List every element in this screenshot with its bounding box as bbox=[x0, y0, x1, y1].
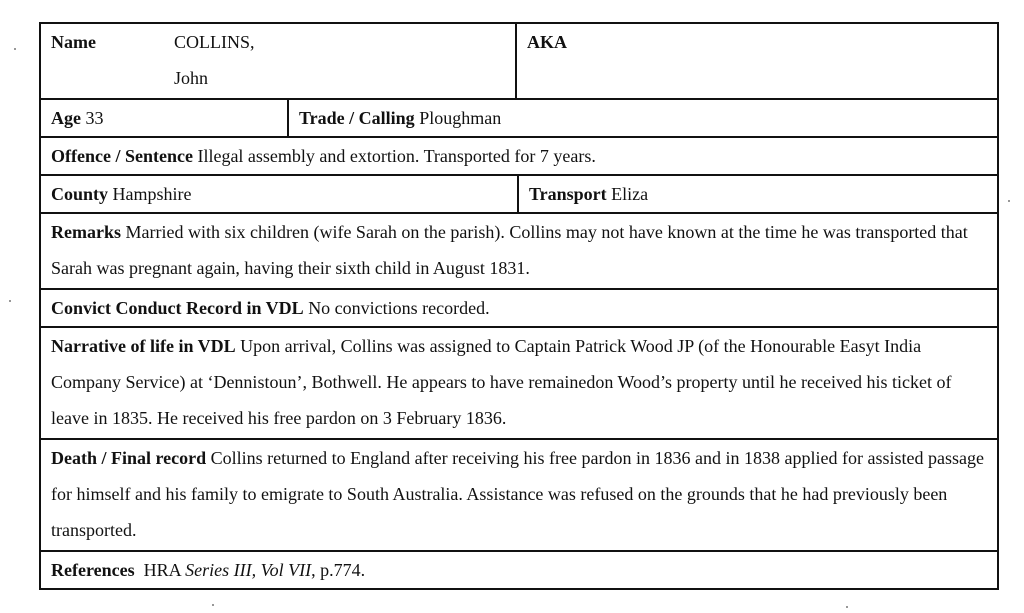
references-series: Series III, Vol VII bbox=[185, 560, 312, 580]
conduct-cell bbox=[41, 290, 997, 326]
county-label: County bbox=[51, 184, 109, 204]
remarks-cell bbox=[41, 214, 997, 288]
death-label: Death / Final record bbox=[51, 448, 207, 468]
offence-row bbox=[41, 138, 997, 176]
scan-speck bbox=[846, 606, 848, 608]
offence-label: Offence / Sentence bbox=[51, 146, 193, 166]
offence-cell bbox=[41, 138, 997, 174]
name-cell bbox=[41, 24, 515, 98]
scan-speck bbox=[9, 300, 11, 302]
trade-cell bbox=[287, 100, 997, 136]
death-row bbox=[41, 440, 997, 552]
remarks-label: Remarks bbox=[51, 222, 121, 242]
death-value: Collins returned to England after receiving his free pardon in 1836 and in 1838 applied for assisted passage for himself and his family to emigrate to South Australia. Assistance was refused on the grounds that he had previously been transported. bbox=[51, 448, 984, 540]
aka-cell bbox=[515, 24, 997, 98]
surname-value: COLLINS, bbox=[174, 32, 255, 52]
trade-label: Trade / Calling bbox=[299, 108, 415, 128]
age-cell bbox=[41, 100, 287, 136]
scan-speck bbox=[1008, 200, 1010, 202]
age-value: 33 bbox=[85, 108, 104, 128]
transport-cell bbox=[517, 176, 997, 212]
references-label: References bbox=[51, 560, 135, 580]
convict-record-table bbox=[39, 22, 999, 590]
narrative-label: Narrative of life in VDL bbox=[51, 336, 236, 356]
county-transport-row bbox=[41, 176, 997, 214]
name-row bbox=[41, 24, 997, 100]
narrative-cell bbox=[41, 328, 997, 438]
conduct-value: No convictions recorded. bbox=[308, 298, 490, 318]
references-source: HRA bbox=[143, 560, 181, 580]
references-cell bbox=[41, 552, 997, 588]
county-value: Hampshire bbox=[112, 184, 192, 204]
age-label: Age bbox=[51, 108, 81, 128]
given-name-value: John bbox=[174, 68, 209, 88]
remarks-row bbox=[41, 214, 997, 290]
age-trade-row bbox=[41, 100, 997, 138]
transport-value: Eliza bbox=[611, 184, 649, 204]
offence-value: Illegal assembly and extortion. Transported for 7 years. bbox=[197, 146, 596, 166]
scan-speck bbox=[14, 48, 16, 50]
conduct-row bbox=[41, 290, 997, 328]
references-row bbox=[41, 552, 997, 588]
narrative-value: Upon arrival, Collins was assigned to Captain Patrick Wood JP (of the Honourable Easyt India Company Service) at ‘Dennistoun’, Bothwell. He appears to have remainedon Wood’s property until he received his ticket of leave in 1835. He received his free pardon on 3 February 1836. bbox=[51, 336, 952, 428]
name-label: Name bbox=[51, 32, 96, 52]
trade-value: Ploughman bbox=[419, 108, 502, 128]
conduct-label: Convict Conduct Record in VDL bbox=[51, 298, 304, 318]
county-cell bbox=[41, 176, 517, 212]
aka-label: AKA bbox=[527, 32, 567, 52]
references-page: , p.774. bbox=[311, 560, 366, 580]
transport-label: Transport bbox=[529, 184, 607, 204]
scan-speck bbox=[212, 604, 214, 606]
remarks-value: Married with six children (wife Sarah on the parish). Collins may not have known at the time he was transported that Sarah was pregnant again, having their sixth child in August 1831. bbox=[51, 222, 968, 278]
death-cell bbox=[41, 440, 997, 550]
narrative-row bbox=[41, 328, 997, 440]
